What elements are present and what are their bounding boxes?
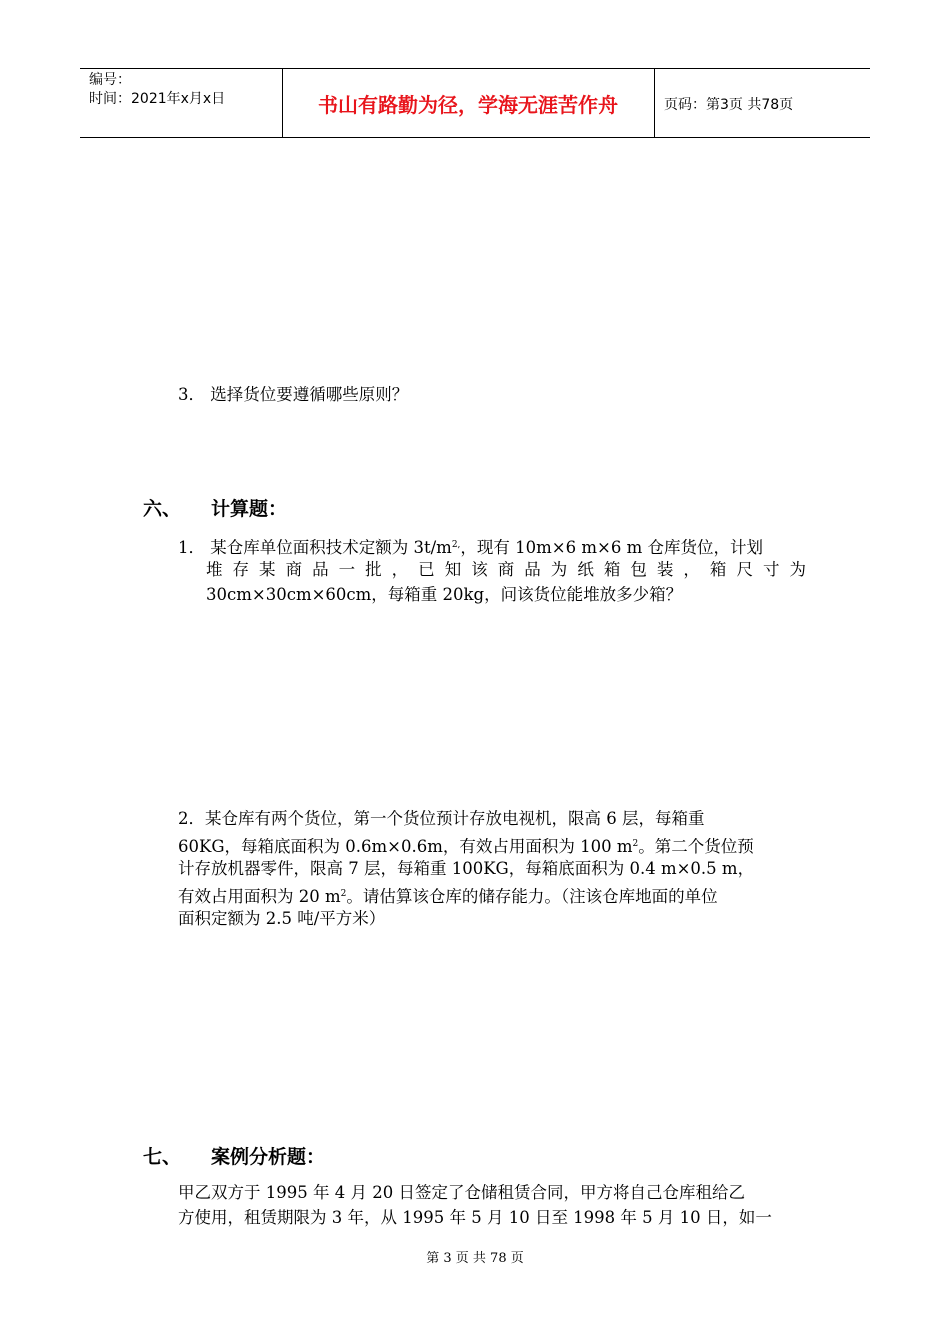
header-motto: 书山有路勤为径，学海无涯苦作舟 — [318, 93, 618, 117]
code-label: 编号： — [89, 72, 131, 88]
section-7-heading — [143, 1142, 325, 1169]
calc-2-line-3: 计存放机器零件，限高 7 层，每箱重 100KG，每箱底面积为 0.4 m×0.5 m， — [178, 859, 755, 878]
calc-2-line-2-a: 60KG，每箱底面积为 0.6m×0.6m，有效占用面积为 100 m — [178, 837, 633, 856]
calc-1-line-3: 30cm×30cm×60cm，每箱重 20kg，问该货位能堆放多少箱？ — [206, 585, 683, 604]
section-7-title: 案例分析题： — [211, 1146, 326, 1168]
header-motto-cell — [282, 69, 655, 137]
header-page-info: 页码：第3页 共78页 — [664, 97, 794, 113]
calc-2-line-2-sup: 2 — [632, 839, 639, 849]
calc-1-line-1-a: 1． 某仓库单位面积技术定额为 3t/m — [178, 538, 452, 557]
section-6-heading — [143, 494, 287, 521]
calc-1-line-1-b: ，现有 10m×6 m×6 m 仓库货位，计划 — [460, 538, 763, 557]
calc-2-line-4-sup: 2 — [340, 889, 347, 899]
calc-2-line-2-b: 。第二个货位预 — [638, 837, 754, 856]
header-page-cell — [655, 69, 870, 137]
calc-1-sup: 2, — [451, 540, 461, 550]
section-6-number: 六、 — [143, 498, 182, 520]
calc-2-line-5: 面积定额为 2.5 吨/平方米） — [178, 909, 386, 928]
case-line-2: 方使用，租赁期限为 3 年，从 1995 年 5 月 10 日至 1998 年 5 月 10 日，如一 — [178, 1208, 772, 1227]
section-6-title: 计算题： — [211, 498, 288, 520]
calc-2-line-4-b: 。请估算该仓库的储存能力。（注该仓库地面的单位 — [346, 887, 718, 906]
page-footer: 第 3 页 共 78 页 — [426, 1251, 524, 1266]
section-7-number: 七、 — [143, 1146, 182, 1168]
header-info-cell — [80, 69, 283, 137]
question-3: 3． 选择货位要遵循哪些原则？ — [178, 385, 409, 404]
calc-2-line-4-a: 有效占用面积为 20 m — [178, 887, 341, 906]
case-line-1: 甲乙双方于 1995 年 4 月 20 日签定了仓储租赁合同，甲方将自己仓库租给乙 — [178, 1183, 745, 1202]
document-header — [80, 68, 870, 138]
calc-1-line-2: 堆存某商品一批，已知该商品为纸箱包装，箱尺寸为 — [206, 560, 806, 579]
time-label: 时间：2021年x月x日 — [89, 91, 226, 107]
calc-2-line-1: 2．某仓库有两个货位，第一个货位预计存放电视机，限高 6 层，每箱重 — [178, 809, 705, 828]
